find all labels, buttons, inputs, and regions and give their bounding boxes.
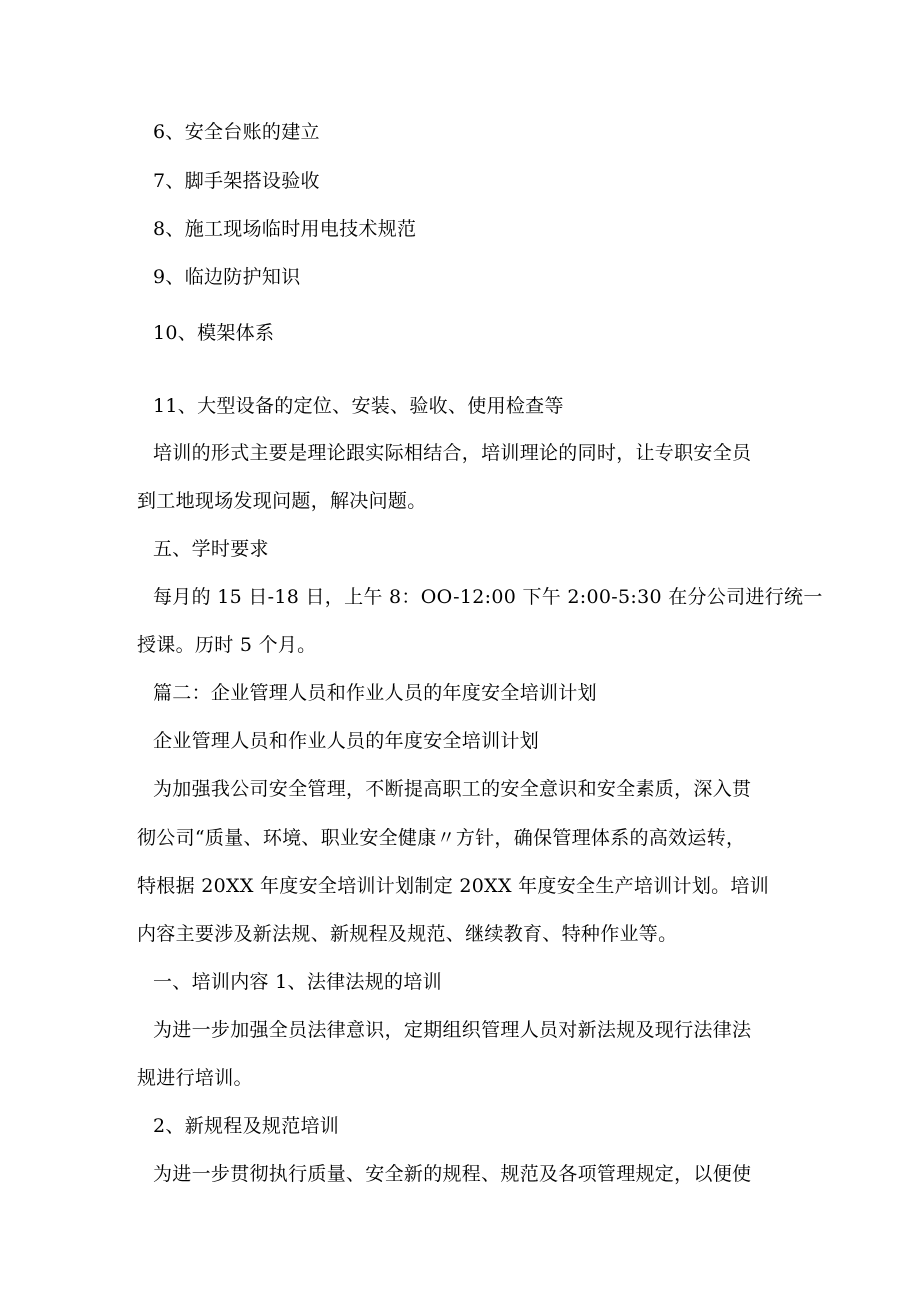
part-2-heading: 篇二：企业管理人员和作业人员的年度安全培训计划 (153, 682, 597, 704)
intro-line-1: 为加强我公司安全管理，不断提高职工的安全意识和安全素质，深入贯 (153, 778, 752, 800)
list-item-10: 10、模架体系 (153, 322, 275, 344)
content-heading: 一、培训内容 1、法律法规的培训 (153, 971, 442, 993)
section-5-heading: 五、学时要求 (153, 538, 269, 560)
training-form-line-2: 到工地现场发现问题，解决问题。 (137, 490, 427, 512)
list-item-6: 6、安全台账的建立 (153, 121, 320, 143)
intro-line-4: 内容主要涉及新法规、新规程及规范、继续教育、特种作业等。 (137, 923, 678, 945)
law-text-line-2: 规进行培训。 (137, 1067, 253, 1089)
list-item-9: 9、临边防护知识 (153, 266, 301, 288)
law-text-line-1: 为进一步加强全员法律意识，定期组织管理人员对新法规及现行法律法 (153, 1019, 752, 1041)
item-2-heading: 2、新规程及规范培训 (153, 1115, 340, 1137)
list-item-8: 8、施工现场临时用电技术规范 (153, 218, 417, 240)
section-5-line-1: 每月的 15 日-18 日，上午 8：OO-12:00 下午 2:00-5:30 在分公司进行统一 (153, 586, 823, 608)
list-item-7: 7、脚手架搭设验收 (153, 170, 320, 192)
part-2-title: 企业管理人员和作业人员的年度安全培训计划 (153, 730, 540, 752)
list-item-11: 11、大型设备的定位、安装、验收、使用检查等 (153, 395, 564, 417)
item-2-text: 为进一步贯彻执行质量、安全新的规程、规范及各项管理规定，以便使 (153, 1163, 752, 1185)
intro-line-2: 彻公司“质量、环境、职业安全健康〃方针，确保管理体系的高效运转， (137, 827, 746, 849)
intro-line-3: 特根据 20XX 年度安全培训计划制定 20XX 年度安全生产培训计划。培训 (137, 875, 770, 897)
section-5-line-2: 授课。历时 5 个月。 (137, 634, 317, 656)
training-form-line-1: 培训的形式主要是理论跟实际相结合，培训理论的同时，让专职安全员 (153, 442, 752, 464)
